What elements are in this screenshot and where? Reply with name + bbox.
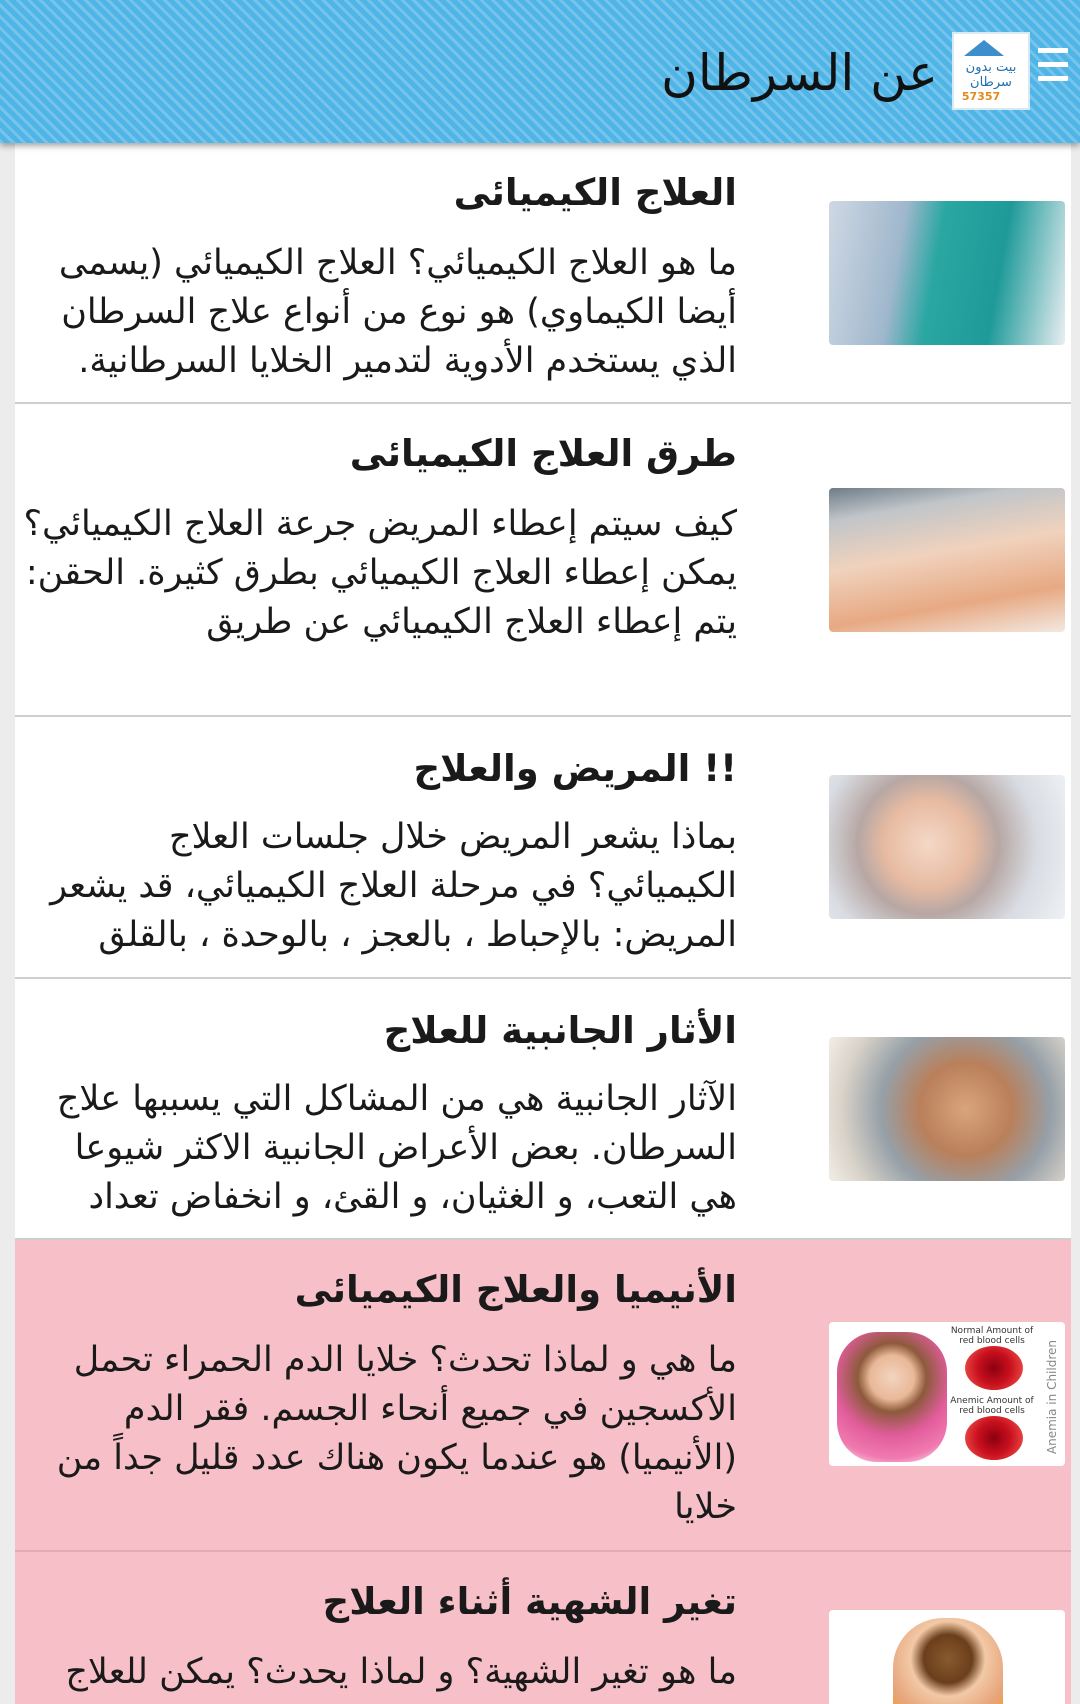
red-cell-icon [965,1416,1023,1460]
item-title: العلاج الكيميائى [453,171,737,214]
article-thumbnail [829,488,1065,632]
side-label: Anemia in Children [1045,1340,1059,1455]
article-thumbnail [829,1322,1065,1466]
article-thumbnail [829,201,1065,345]
normal-label: Normal Amount of red blood cells [950,1326,1034,1346]
item-summary: بماذا يشعر المريض خلال جلسات العلاج الكيميائي؟ في مرحلة العلاج الكيميائي، قد يشعر المريض: بالإحباط ، بالعجز ، بالوحدة ، بالقلق [50,817,737,955]
list-item[interactable] [15,143,1071,404]
anemic-label: Anemic Amount of red blood cells [950,1396,1034,1416]
item-title: الأنيميا والعلاج الكيميائى [294,1268,737,1311]
boy-figure [893,1618,1003,1704]
list-item[interactable] [15,1552,1071,1704]
list-item[interactable] [15,979,1071,1240]
app-logo [952,32,1030,110]
app-bar [0,0,1080,143]
list-item[interactable] [15,404,1071,717]
item-title: الأثار الجانبية للعلاج [383,1009,737,1052]
red-cell-icon [965,1346,1023,1390]
list-item[interactable] [15,1240,1071,1552]
item-title: تغير الشهية أثناء العلاج [322,1580,737,1623]
logo-number: 57357 [961,90,1001,103]
logo-house-icon [964,40,1004,56]
item-summary: ما هي و لماذا تحدث؟ خلايا الدم الحمراء تحمل الأكسجين في جميع أنحاء الجسم. فقر الدم (الأنيميا) هو عندما يكون هناك عدد قليل جداً من خلايا [56,1340,737,1527]
item-summary: الآثار الجانبية هي من المشاكل التي يسببها علاج السرطان. بعض الأعراض الجانبية الاكثر شيوعا هي التعب، و الغثيان، و القئ، و انخفاض تعداد [56,1079,737,1217]
logo-text: بيت بدون سرطان [965,60,1017,90]
item-summary: ما هو تغير الشهية؟ و لماذا يحدث؟ يمكن للعلاج [65,1652,737,1692]
article-list [15,143,1071,1704]
item-summary: ما هو العلاج الكيميائي؟ العلاج الكيميائي (يسمى أيضا الكيماوي) هو نوع من أنواع علاج السرطان الذي يستخدم الأدوية لتدمير الخلايا السرطانية. [58,243,737,381]
article-thumbnail [829,1610,1065,1704]
item-title: طرق العلاج الكيميائى [349,432,737,475]
item-title: !! المريض والعلاج [413,747,737,790]
item-summary: كيف سيتم إعطاء المريض جرعة العلاج الكيميائي؟ يمكن إعطاء العلاج الكيميائي بطرق كثيرة. الحقن: يتم إعطاء العلاج الكيميائي عن طريق [23,504,737,642]
anemia-girl-figure [837,1332,947,1462]
menu-icon[interactable] [1038,48,1068,90]
article-thumbnail [829,1037,1065,1181]
list-item[interactable] [15,717,1071,979]
article-thumbnail [829,775,1065,919]
page-title: عن السرطان [661,44,938,102]
